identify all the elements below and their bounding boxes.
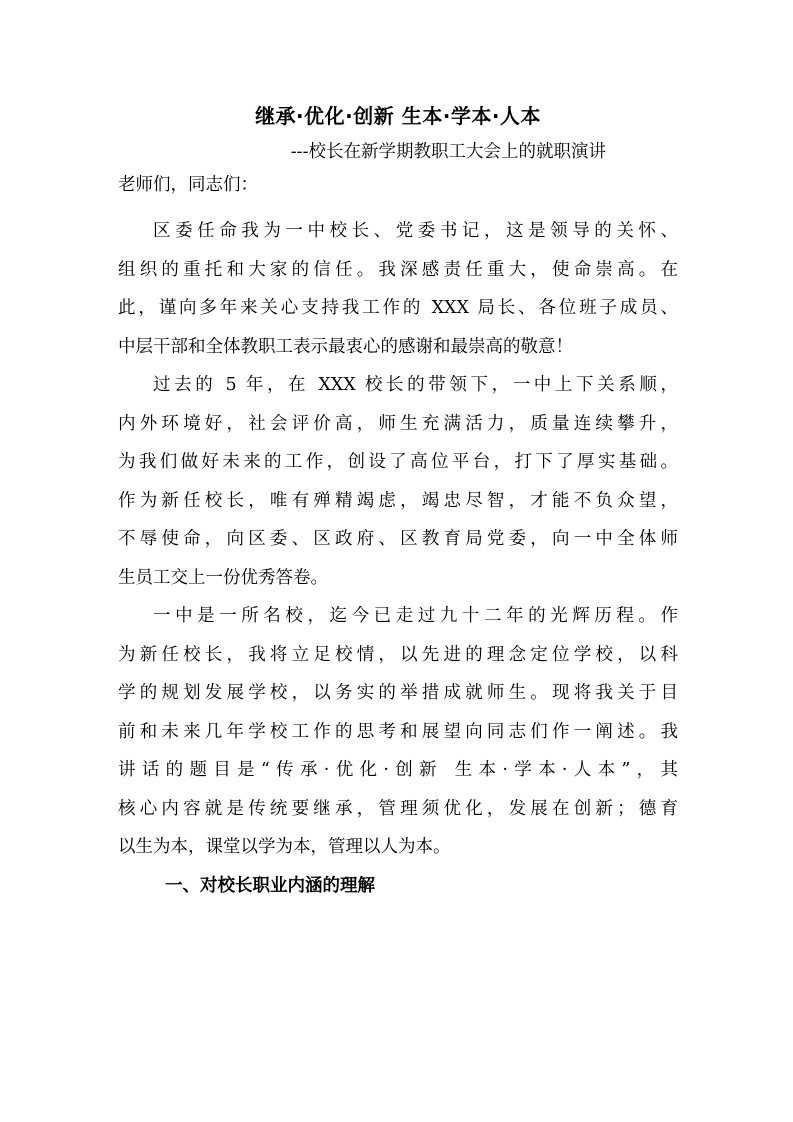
document-subtitle: ---校长在新学期教职工大会上的就职演讲: [290, 142, 606, 162]
paragraph-line: 讲话的题目是“传承·优化·创新 生本·学本·人本”，其: [118, 760, 678, 780]
paragraph-line: 为我们做好未来的工作，创设了高位平台，打下了厚实基础。: [118, 452, 678, 472]
paragraph: [118, 212, 678, 366]
paragraph-line: 为新任校长，我将立足校情，以先进的理念定位学校，以科: [118, 644, 678, 665]
section-heading: 一、对校长职业内涵的理解: [165, 875, 375, 896]
paragraph-line: 中层干部和全体教职工表示最衷心的感谢和最崇高的敬意！: [118, 336, 573, 357]
paragraph-line: 前和未来几年学校工作的思考和展望向同志们作一阐述。我: [118, 721, 678, 742]
body-text: [118, 212, 678, 867]
paragraph-line: 作为新任校长，唯有殚精竭虑，竭忠尽智，才能不负众望，: [118, 490, 678, 511]
paragraph-line: 此，谨向多年来关心支持我工作的 XXX 局长、各位班子成员、: [118, 298, 678, 318]
paragraph-line: 不辱使命，向区委、区政府、区教育局党委，向一中全体师: [118, 529, 678, 549]
paragraph-line: 一中是一所名校，迄今已走过九十二年的光辉历程。作: [153, 606, 678, 626]
paragraph-line: 内外环境好，社会评价高，师生充满活力，质量连续攀升，: [118, 413, 678, 434]
paragraph-line: 区委任命我为一中校长、党委书记，这是领导的关怀、: [153, 221, 678, 241]
paragraph-line: 生员工交上一份优秀答卷。: [118, 567, 328, 588]
salutation: 老师们，同志们：: [118, 175, 258, 195]
paragraph-line: 核心内容就是传统要继承，管理须优化，发展在创新；德育: [118, 798, 678, 819]
paragraph-line: 过去的 5 年，在 XXX 校长的带领下，一中上下关系顺，: [153, 375, 678, 395]
paragraph-line: 学的规划发展学校，以务实的举措成就师生。现将我关于目: [118, 683, 678, 703]
paragraph: [118, 597, 678, 867]
document-title: 继承·优化·创新 生本·学本·人本: [255, 104, 541, 128]
document-page: [118, 96, 678, 905]
paragraph: [118, 366, 678, 597]
paragraph-line: 组织的重托和大家的信任。我深感责任重大，使命崇高。在: [118, 259, 678, 280]
paragraph-line: 以生为本，课堂以学为本，管理以人为本。: [118, 837, 451, 857]
